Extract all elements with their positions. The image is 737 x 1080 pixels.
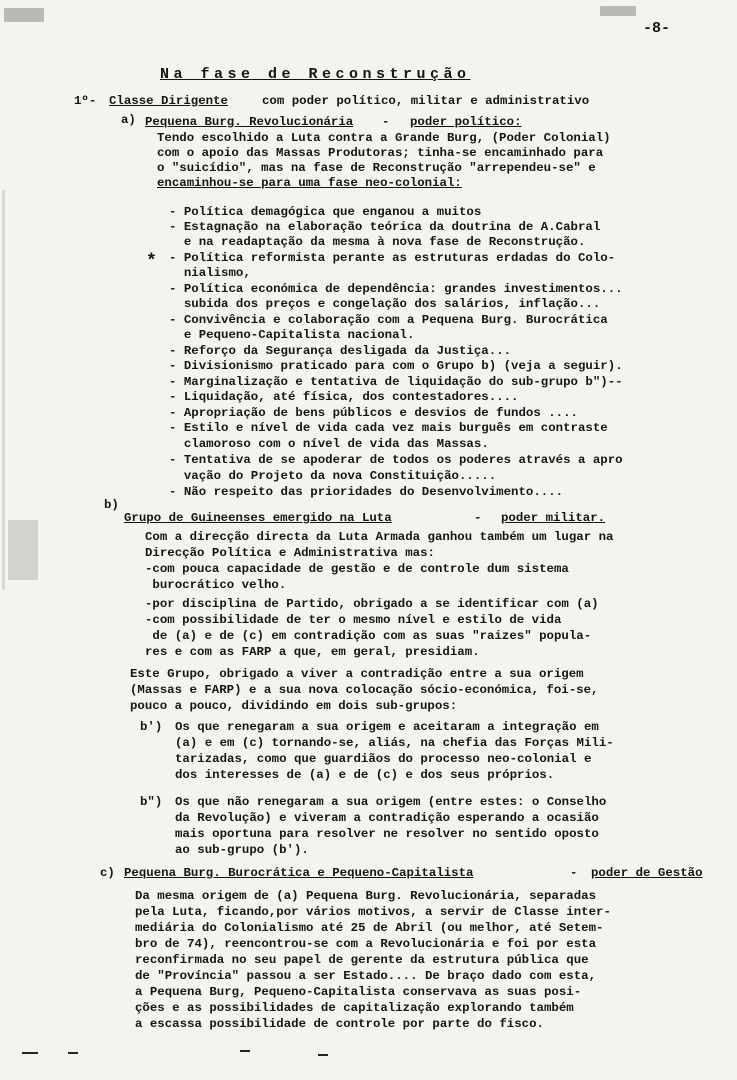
section-number: 1º- xyxy=(74,94,97,108)
item-c-line: reconfirmada no seu papel de gerente da estrutura pública que xyxy=(135,953,589,967)
item-b-title: Grupo de Guineenses emergido na Luta xyxy=(124,511,392,525)
bottom-dash xyxy=(318,1054,328,1056)
list-item: - Liquidação, até física, dos contestadores.... xyxy=(169,390,519,404)
item-b-para: (Massas e FARP) e a sua nova colocação sócio-económica, foi-se, xyxy=(130,683,599,697)
list-item: subida dos preços e congelação dos salários, inflação... xyxy=(169,297,601,311)
item-c-title: Pequena Burg. Burocrática e Pequeno-Capitalista xyxy=(124,866,474,880)
list-item: e Pequeno-Capitalista nacional. xyxy=(169,328,415,342)
item-c-line: a escassa possibilidade de controle por parte do fisco. xyxy=(135,1017,544,1031)
subitem-b2-label: b") xyxy=(140,795,163,809)
list-item: - Apropriação de bens públicos e desvios de fundos .... xyxy=(169,406,578,420)
subitem-b2-line: Os que não renegaram a sua origem (entre estes: o Conselho xyxy=(175,795,607,809)
item-b-para: Este Grupo, obrigado a viver a contradição entre a sua origem xyxy=(130,667,584,681)
list-item: - Política demagógica que enganou a muitos xyxy=(169,205,482,219)
list-item: clamoroso com o nível de vida das Massas. xyxy=(169,437,489,451)
item-b-sep: - xyxy=(474,511,482,525)
list-item: - Divisionismo praticado para com o Grupo b) (veja a seguir). xyxy=(169,359,623,373)
item-c-line: a Pequena Burg, Pequeno-Capitalista conservava as suas posi- xyxy=(135,985,582,999)
item-a-label: a) xyxy=(121,113,136,127)
page-number: -8- xyxy=(643,20,671,37)
subitem-b1-line: (a) e em (c) tornando-se, aliás, na chefia das Forças Mili- xyxy=(175,736,614,750)
bottom-dash xyxy=(68,1052,78,1054)
subitem-b1-line: dos interesses de (a) e de (c) e dos seus próprios. xyxy=(175,768,555,782)
list-item: e na readaptação da mesma à nova fase de Reconstrução. xyxy=(169,235,586,249)
item-b-line: de (a) e de (c) em contradição com as suas "raizes" popula- xyxy=(145,629,592,643)
subitem-b1-label: b') xyxy=(140,720,163,734)
asterisk-mark: * xyxy=(146,252,157,272)
section-subtitle: com poder político, militar e administrativo xyxy=(262,94,590,108)
item-a-sep: - xyxy=(382,115,390,129)
item-a-line: Tendo escolhido a Luta contra a Grande Burg, (Poder Colonial) xyxy=(157,131,611,145)
scan-speck xyxy=(2,190,5,590)
subitem-b1-line: tarizadas, como que guardiãos do processo neo-colonial e xyxy=(175,752,592,766)
list-item: - Reforço da Segurança desligada da Justiça... xyxy=(169,344,512,358)
page-heading: Na fase de Reconstrução xyxy=(160,66,471,83)
subitem-b2-line: da Revolução) e viveram a contradição esperando a ocasião xyxy=(175,811,599,825)
item-c-line: Da mesma origem de (a) Pequena Burg. Revolucionária, separadas xyxy=(135,889,597,903)
subitem-b2-line: ao sub-grupo (b'). xyxy=(175,843,309,857)
item-c-line: mediária do Colonialismo até 25 de Abril (ou melhor, até Setem- xyxy=(135,921,604,935)
item-c-line: de "Província" passou a ser Estado.... De braço dado com esta, xyxy=(135,969,597,983)
item-a-title: Pequena Burg. Revolucionária xyxy=(145,115,354,129)
item-c-sep: - xyxy=(570,866,578,880)
list-item: vação do Projeto da nova Constituição..... xyxy=(169,469,497,483)
item-a-line: com o apoio das Massas Produtoras; tinha-se encaminhado para xyxy=(157,146,604,160)
subitem-b2-line: mais oportuna para resolver ne resolver no sentido oposto xyxy=(175,827,599,841)
bottom-dash xyxy=(22,1052,38,1054)
scan-speck xyxy=(8,520,38,580)
list-item: - Política reformista perante as estruturas erdadas do Colo- xyxy=(169,251,616,265)
scan-speck xyxy=(600,6,636,16)
item-b-label: b) xyxy=(104,498,119,512)
bottom-dash xyxy=(240,1050,250,1052)
item-b-line: Com a direcção directa da Luta Armada ganhou também um lugar na xyxy=(145,530,614,544)
item-b-power: poder militar. xyxy=(501,511,606,525)
list-item: - Estagnação na elaboração teórica da doutrina de A.Cabral xyxy=(169,220,601,234)
item-b-line: res e com as FARP a que, em geral, presidiam. xyxy=(145,645,480,659)
section-title: Classe Dirigente xyxy=(109,94,228,108)
item-b-line: -por disciplina de Partido, obrigado a se identificar com (a) xyxy=(145,597,599,611)
list-item: - Não respeito das prioridades do Desenvolvimento.... xyxy=(169,485,564,499)
item-b-line: burocrático velho. xyxy=(145,578,287,592)
item-b-para: pouco a pouco, dividindo em dois sub-grupos: xyxy=(130,699,458,713)
item-c-power: poder de Gestão xyxy=(591,866,703,880)
item-a-line: o "suicídio", mas na fase de Reconstrução "arrependeu-se" e xyxy=(157,161,596,175)
item-c-line: pela Luta, ficando,por vários motivos, a servir de Classe inter- xyxy=(135,905,611,919)
subitem-b1-line: Os que renegaram a sua origem e aceitaram a integração em xyxy=(175,720,599,734)
item-b-line: -com possibilidade de ter o mesmo nível e estilo de vida xyxy=(145,613,562,627)
list-item: - Convivência e colaboração com a Pequena Burg. Burocrática xyxy=(169,313,608,327)
list-item: nialismo, xyxy=(169,266,251,280)
item-a-line: encaminhou-se para uma fase neo-colonial: xyxy=(157,176,462,190)
item-a-power: poder político: xyxy=(410,115,522,129)
list-item: - Estilo e nível de vida cada vez mais burguês em contraste xyxy=(169,421,608,435)
list-item: - Tentativa de se apoderar de todos os poderes através a apro xyxy=(169,453,623,467)
list-item: - Política económica de dependência: grandes investimentos... xyxy=(169,282,623,296)
item-c-line: bro de 74), reencontrou-se com a Revolucionária e foi por esta xyxy=(135,937,597,951)
scan-speck xyxy=(4,8,44,22)
item-c-line: ções e as possibilidades de capitalização explorando também xyxy=(135,1001,574,1015)
item-b-line: Direcção Política e Administrativa mas: xyxy=(145,546,435,560)
item-b-line: -com pouca capacidade de gestão e de controle dum sistema xyxy=(145,562,569,576)
list-item: - Marginalização e tentativa de liquidação do sub-grupo b")-- xyxy=(169,375,623,389)
item-c-label: c) xyxy=(100,866,115,880)
